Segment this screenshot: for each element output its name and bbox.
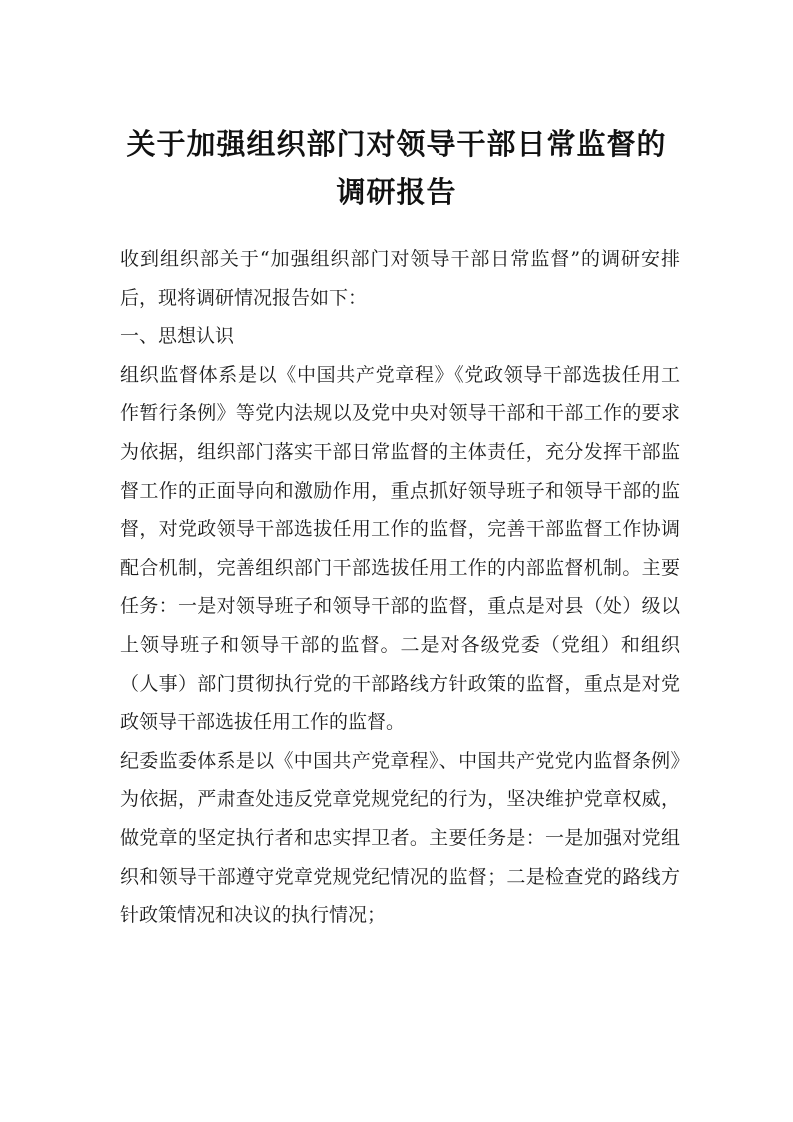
document-body bbox=[120, 240, 680, 935]
body-paragraph-1: 组织监督体系是以《中国共产党章程》《党政领导干部选拔任用工作暂行条例》等党内法规以及党中央对领导干部和干部工作的要求为依据，组织部门落实干部日常监督的主体责任，充分发挥干部监督工作的正面导向和激励作用，重点抓好领导班子和领导干部的监督，对党政领导干部选拔任用工作的监督，完善干部监督工作协调配合机制，完善组织部门干部选拔任用工作的内部监督机制。主要任务：一是对领导班子和领导干部的监督，重点是对县（处）级以上领导班子和领导干部的监督。二是对各级党委（党组）和组织（人事）部门贯彻执行党的干部路线方针政策的监督，重点是对党政领导干部选拔任用工作的监督。 bbox=[120, 363, 680, 734]
document-title-line-2: 调研报告 bbox=[336, 175, 457, 209]
intro-paragraph: 收到组织部关于“加强组织部门对领导干部日常监督”的调研安排后，现将调研情况报告如下： bbox=[120, 248, 680, 309]
body-paragraph-2: 纪委监委体系是以《中国共产党章程》、中国共产党党内监督条例》为依据，严肃查处违反党章党规党纪的行为，坚决维护党章权威，做党章的坚定执行者和忠实捍卫者。主要任务是：一是加强对党组织和领导干部遵守党章党规党纪情况的监督；二是检查党的路线方针政策情况和决议的执行情况； bbox=[120, 749, 680, 927]
section-heading-1: 一、思想认识 bbox=[120, 325, 235, 348]
document-title-line-1: 关于加强组织部门对领导干部日常监督的 bbox=[126, 127, 667, 161]
